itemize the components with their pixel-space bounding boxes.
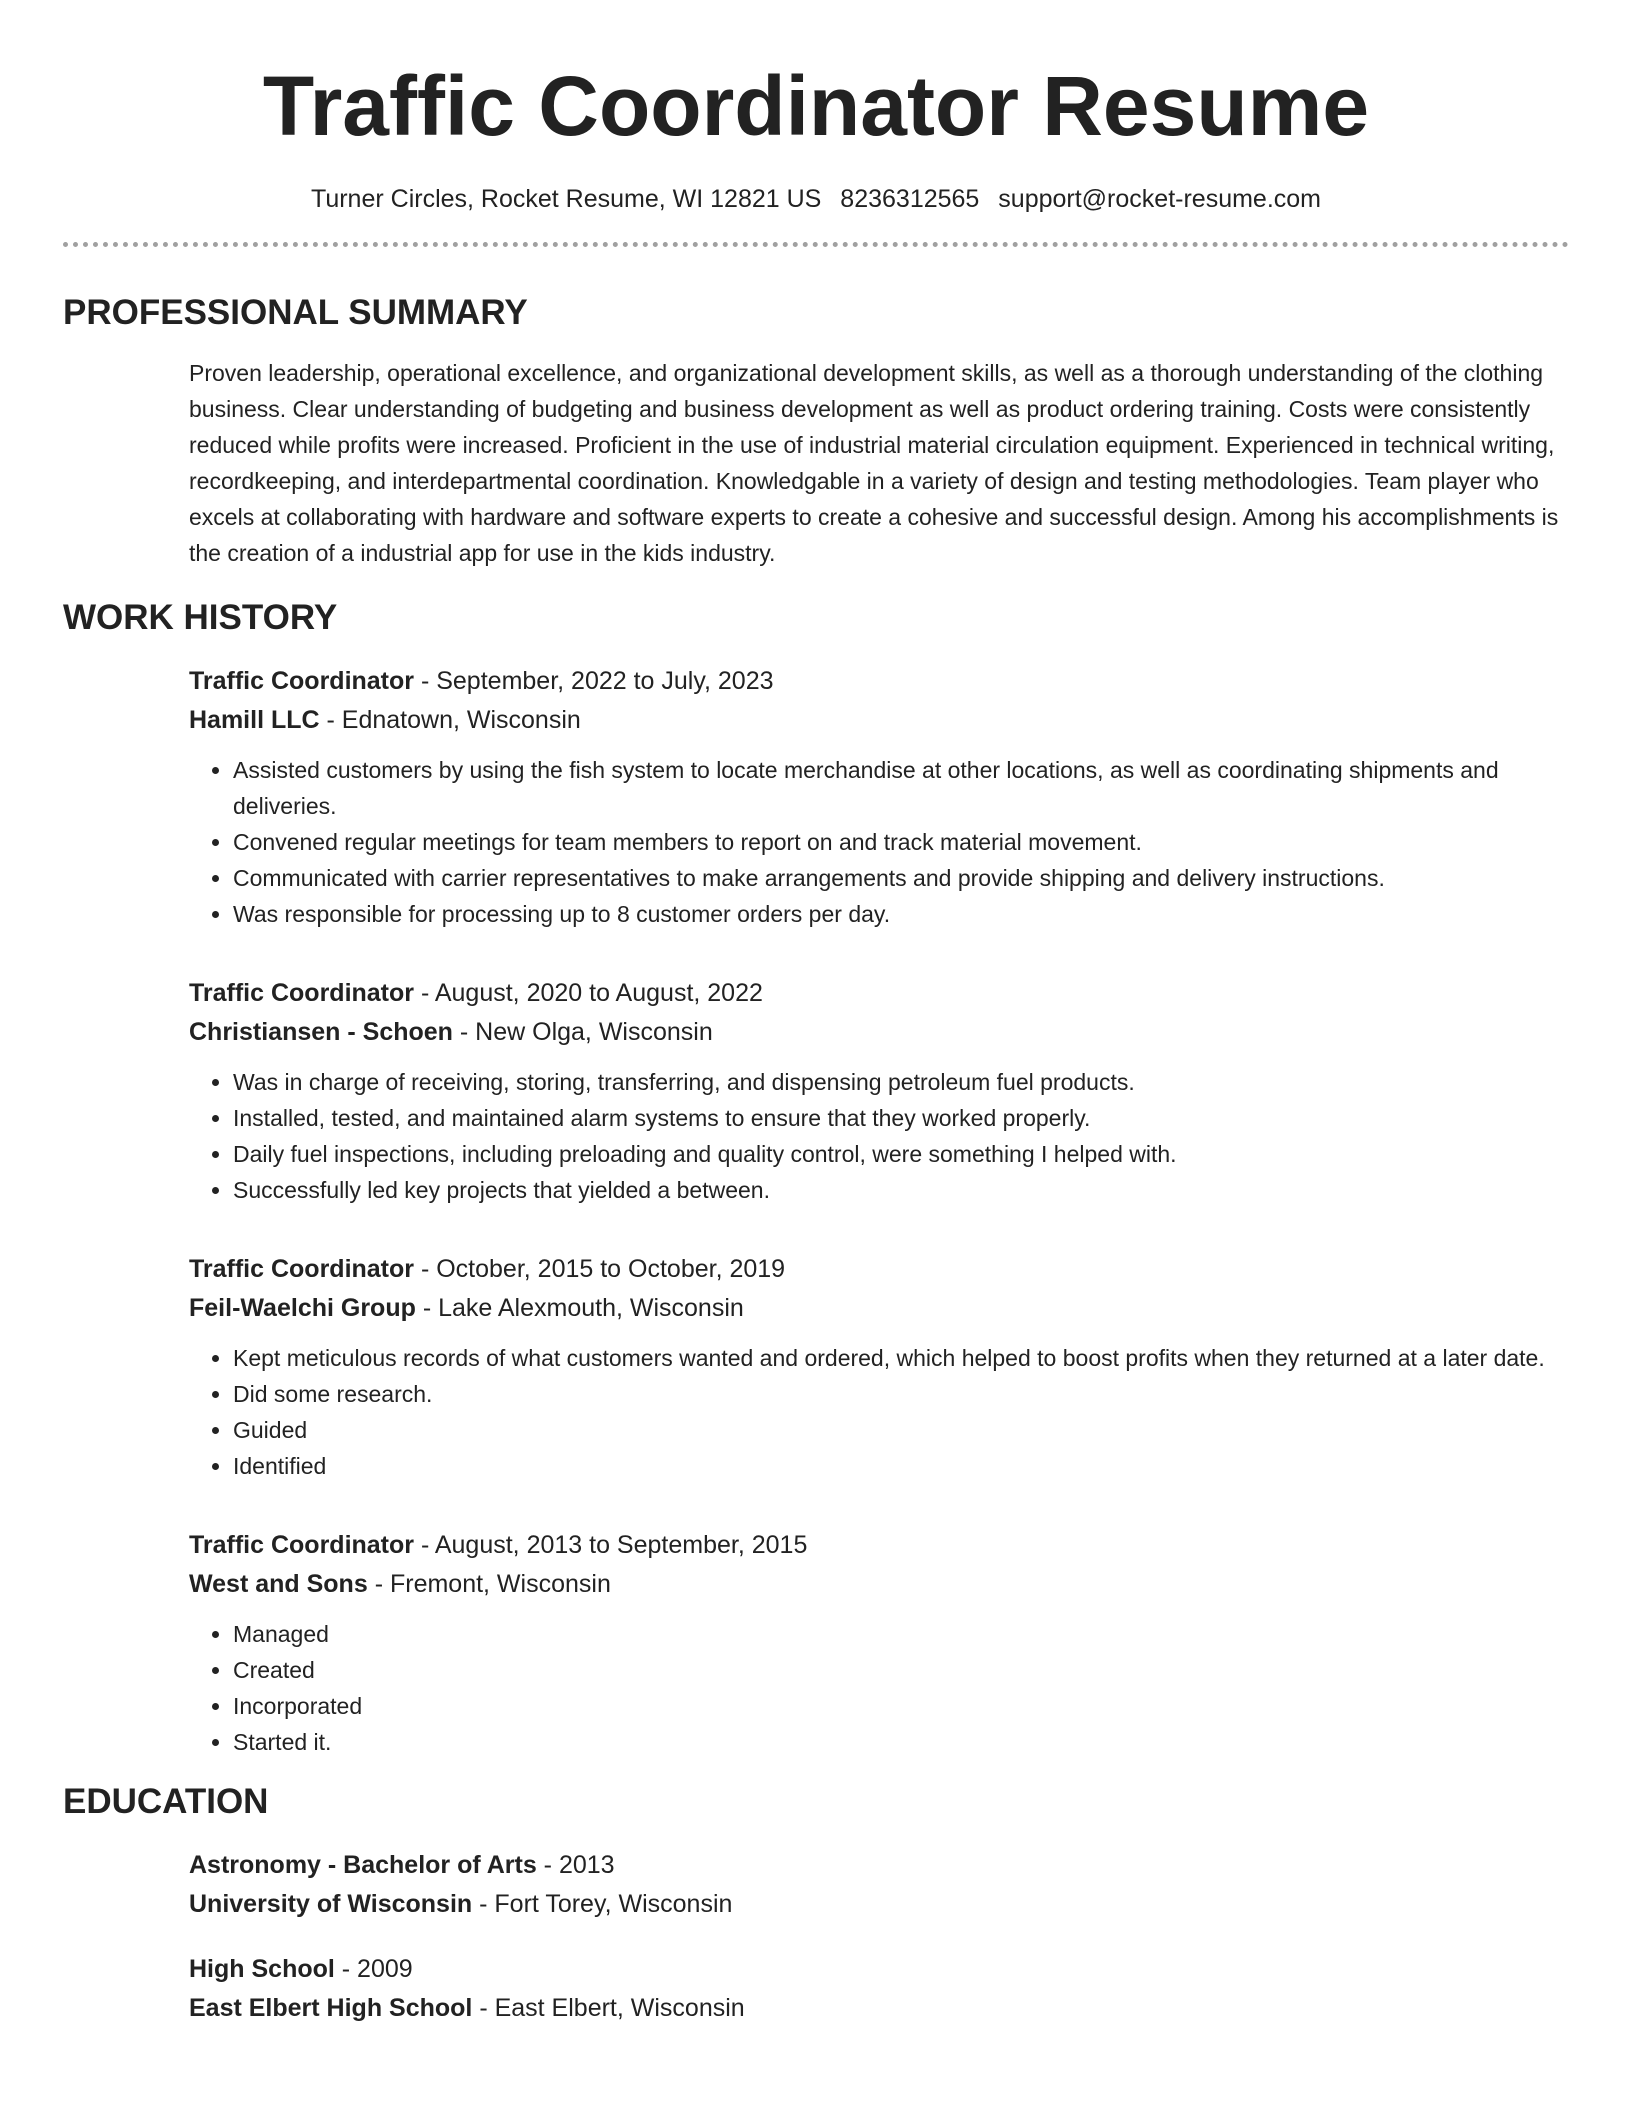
work-history-heading: WORK HISTORY [63,598,338,637]
education-degree-line [189,1846,1569,1885]
job-company: Hamill LLC [189,706,320,734]
job-bullet: • Kept meticulous records of what customers wanted and ordered, which helped to boost profits when they returned at a later date. [233,1340,1569,1376]
job-title-line [189,1526,1569,1565]
education-degree: High School [189,1955,335,1983]
job-entry [189,1526,1569,1760]
job-location: - Lake Alexmouth, Wisconsin [415,1294,744,1322]
job-dates: - August, 2013 to September, 2015 [414,1531,808,1559]
job-company-line [189,701,1569,740]
job-dates: - October, 2015 to October, 2019 [414,1255,786,1283]
contact-phone: 8236312565 [840,185,980,213]
job-company-line [189,1565,1569,1604]
contact-line [63,182,1569,216]
contact-email: support@rocket-resume.com [998,185,1322,213]
job-company-line [189,1289,1569,1328]
job-entry [189,974,1569,1208]
education-entry [189,1950,1569,2028]
job-title: Traffic Coordinator [189,667,415,695]
education-year: - 2009 [334,1955,413,1983]
header-divider [63,242,1569,247]
job-company: Christiansen - Schoen [189,1018,453,1046]
education-heading: EDUCATION [63,1782,269,1821]
summary-text: Proven leadership, operational excellence, and organizational development skills, as well as a thorough understanding of the clothing business. Clear understanding of budgeting and business development as well as product ordering training. Costs were consistently reduced while profits were increased. Proficient in the use of industrial material circulation equipment. Experienced in technical writing, recordkeeping, and interdepartmental coordination. Knowledgable in a variety of design and testing methodologies. Team player who excels at collaborating with hardware and software experts to create a cohesive and successful design. Among his accomplishments is the creation of a industrial app for use in the kids industry. [189,360,1559,566]
job-title-line [189,974,1569,1013]
job-dates: - September, 2022 to July, 2023 [414,667,774,695]
job-location: - Ednatown, Wisconsin [319,706,581,734]
job-bullet: • Daily fuel inspections, including preloading and quality control, were something I helped with. [233,1136,1569,1172]
education-school: East Elbert High School [189,1994,473,2022]
education-entry [189,1846,1569,1924]
education-school-line [189,1885,1569,1924]
job-entry [189,662,1569,932]
education-school-line [189,1989,1569,2028]
education-degree: Astronomy - Bachelor of Arts [189,1851,537,1879]
job-bullet: • Managed [233,1616,1569,1652]
job-location: - Fremont, Wisconsin [367,1570,611,1598]
job-bullets [189,752,1569,932]
education-year: - 2013 [536,1851,615,1879]
job-bullet: • Guided [233,1412,1569,1448]
job-bullets [189,1616,1569,1760]
education-school: University of Wisconsin [189,1890,473,1918]
job-bullets [189,1340,1569,1484]
job-company: Feil-Waelchi Group [189,1294,416,1322]
job-bullet: • Started it. [233,1724,1569,1760]
job-title: Traffic Coordinator [189,1531,415,1559]
job-bullet: • Incorporated [233,1688,1569,1724]
job-bullet: • Created [233,1652,1569,1688]
job-dates: - August, 2020 to August, 2022 [414,979,763,1007]
job-bullet: • Did some research. [233,1376,1569,1412]
job-title-line [189,1250,1569,1289]
education-degree-line [189,1950,1569,1989]
job-bullet: • Convened regular meetings for team members to report on and track material movement. [233,824,1569,860]
job-bullet: • Was in charge of receiving, storing, transferring, and dispensing petroleum fuel products. [233,1064,1569,1100]
job-bullet: • Installed, tested, and maintained alarm systems to ensure that they worked properly. [233,1100,1569,1136]
job-entry [189,1250,1569,1484]
job-company-line [189,1013,1569,1052]
job-location: - New Olga, Wisconsin [452,1018,713,1046]
job-bullet: • Was responsible for processing up to 8 customer orders per day. [233,896,1569,932]
contact-address: Turner Circles, Rocket Resume, WI 12821 US [310,185,822,213]
job-title-line [189,662,1569,701]
job-title: Traffic Coordinator [189,979,415,1007]
job-bullet: • Assisted customers by using the fish system to locate merchandise at other locations, as well as coordinating shipments and deliveries. [233,752,1569,824]
job-bullet: • Successfully led key projects that yielded a between. [233,1172,1569,1208]
education-location: - Fort Torey, Wisconsin [472,1890,733,1918]
job-company: West and Sons [189,1570,368,1598]
job-bullets [189,1064,1569,1208]
summary-heading: PROFESSIONAL SUMMARY [63,293,528,332]
job-title: Traffic Coordinator [189,1255,415,1283]
job-bullet: • Identified [233,1448,1569,1484]
education-location: - East Elbert, Wisconsin [472,1994,745,2022]
job-bullet: • Communicated with carrier representatives to make arrangements and provide shipping and delivery instructions. [233,860,1569,896]
resume-title: Traffic Coordinator Resume [262,59,1370,153]
